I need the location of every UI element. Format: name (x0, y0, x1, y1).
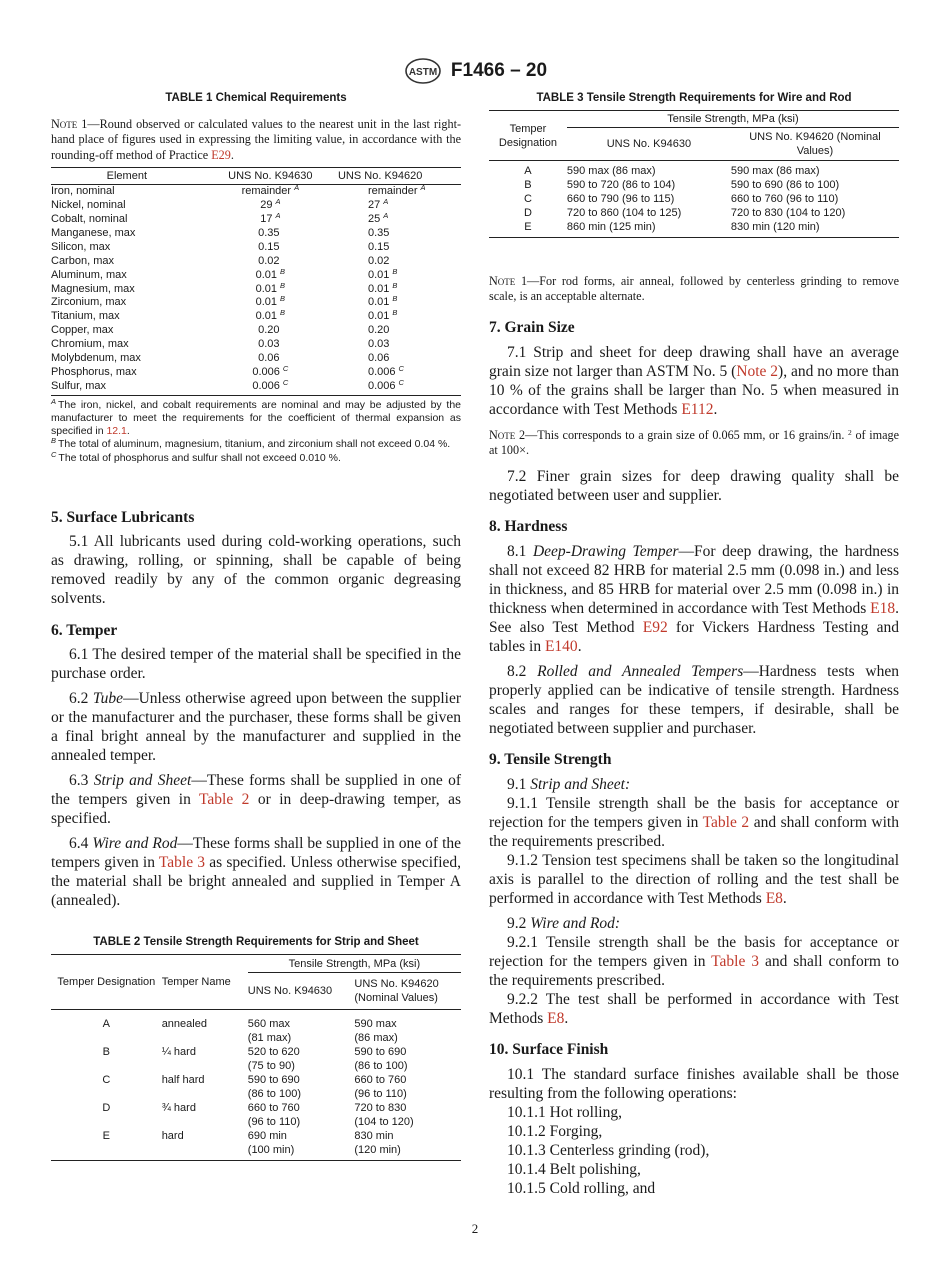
k94620-cell: 0.006 $^C$ (338, 380, 461, 395)
designation-cell: D (523, 207, 532, 219)
table2-header-group: Tensile Strength, MPa (ksi) (248, 954, 461, 972)
temper-name-cell: ¼ hard (161, 1045, 196, 1058)
link-table2[interactable]: Table 2 (199, 790, 250, 808)
link-e112[interactable]: E112 (681, 400, 714, 418)
table2-strip-sheet (51, 954, 461, 1161)
section9-1-1: 9.1.1 Tensile strength shall be the basis for acceptance or rejection for the tempers given in Table 2 and shall conform with the requirements prescribed. (489, 794, 899, 850)
table1-body (51, 185, 461, 396)
k94620-cell: 0.01 $^B$ (367, 266, 398, 281)
link-table3-b[interactable]: Table 3 (711, 952, 760, 970)
link-12-1[interactable]: 12.1 (106, 425, 127, 438)
k94620-cell: 0.20 (367, 324, 390, 337)
section9-2: 9.2 Wire and Rod: (507, 914, 621, 932)
k94620-cell: 0.06 (367, 352, 390, 365)
link-e8-b[interactable]: E8 (547, 1009, 565, 1027)
k94620-cell: 0.15 (367, 240, 390, 253)
element-cell: Zirconium, max (51, 296, 127, 309)
table3-header-k94620: UNS No. K94620 (Nominal Values) (731, 128, 899, 161)
element-cell: Phosphorus, max (51, 366, 137, 378)
link-e8[interactable]: E8 (765, 889, 783, 907)
designation-cell: C (523, 193, 532, 205)
k94630-cell: 0.15 (258, 240, 280, 253)
table3-wire-rod (489, 110, 899, 238)
section10-heading: 10. Surface Finish (489, 1040, 609, 1058)
k94620-cell: 0.02 (367, 254, 390, 267)
element-cell: Cobalt, nominal (51, 213, 128, 226)
k94630-cell: 0.02 (258, 254, 280, 267)
k94630-cell: 0.20 (258, 324, 280, 337)
table2-header-k94630: UNS No. K94630 (248, 972, 355, 1009)
k94620-cell: 0.01 $^B$ (367, 308, 398, 323)
k94620-cell: 27 $^A$ (367, 197, 389, 212)
table-row (51, 1129, 461, 1161)
svg-text:ASTM: ASTM (408, 67, 438, 78)
table1-header-k94630: UNS No. K94630 (203, 168, 338, 185)
table-row (51, 338, 461, 352)
section6-p1: 6.1 The desired temper of the material shall be specified in the purchase order. (51, 645, 461, 682)
table3-note: Note 1—For rod forms, air anneal, followed by centerless grinding to remove scale, is an acceptable alternate. (489, 274, 899, 304)
table-row (489, 206, 899, 220)
table3-body (489, 161, 899, 238)
element-cell: Carbon, max (51, 254, 114, 267)
k94630-cell: 520 to 620 (75 to 90) (247, 1045, 300, 1072)
section6-heading: 6. Temper (51, 621, 118, 639)
list-item: 10.1.3 Centerless grinding (rod), (507, 1141, 710, 1159)
table1-note: Note 1—Round observed or calculated values to the nearest unit in the last right-hand place of figures used in expressing the limiting value, in accordance with the rounding-off method of Practice E29. (51, 117, 462, 162)
left-column (51, 92, 461, 1161)
table1-header-k94620: UNS No. K94620 (338, 168, 461, 185)
k94630-cell: 660 to 790 (96 to 115) (566, 193, 675, 205)
table1-footnote: $^A$ The iron, nickel, and cobalt requirements are nominal and may be adjusted by the manufacturer to meet the requirements for the coefficient of thermal expansion as specified in 12.1. (51, 396, 461, 438)
section7-note2: Note 2—This corresponds to a grain size of 0.065 mm, or 16 grains/in. $^2$ of image at 100×. (489, 427, 900, 458)
link-e140[interactable]: E140 (544, 637, 578, 655)
table1-chemical-requirements (51, 167, 461, 396)
k94620-cell: 590 max (86 max) (730, 165, 820, 177)
k94630-cell: 590 to 690 (86 to 100) (247, 1073, 301, 1100)
section5-heading: 5. Surface Lubricants (51, 508, 195, 526)
temper-name-cell: half hard (161, 1073, 205, 1086)
section10-p1: 10.1 The standard surface finishes available shall be those resulting from the following operations: (489, 1065, 899, 1102)
k94620-cell: 720 to 830 (104 to 120) (730, 207, 846, 219)
element-cell: Molybdenum, max (51, 352, 141, 365)
list-item: 10.1.1 Hot rolling, (507, 1103, 622, 1121)
table2-header-name: Temper Name (162, 954, 248, 1009)
k94620-cell: 0.006 $^C$ (367, 364, 404, 378)
k94620-cell: 590 to 690 (86 to 100) (354, 1045, 408, 1072)
designation-cell: A (102, 1017, 111, 1030)
element-cell: Aluminum, max (51, 268, 127, 281)
designation-cell: B (524, 179, 532, 191)
section6-p2: 6.2 Tube—Unless otherwise agreed upon between the supplier or the manufacturer and the purchaser, these forms shall be given a final bright anneal by the manufacturer and supplied in the annealed temper. (51, 689, 462, 764)
k94620-cell: 0.03 (367, 338, 390, 351)
right-column (489, 92, 899, 1198)
k94630-cell: 860 min (125 min) (566, 221, 656, 233)
link-e29[interactable]: E29 (211, 147, 231, 162)
table2-header-designation: Temper Designation (51, 954, 162, 1009)
table-row (489, 220, 899, 238)
designation-cell: C (102, 1073, 111, 1086)
astm-logo-icon (403, 56, 443, 86)
designation-cell: E (102, 1129, 111, 1142)
k94630-cell: 660 to 760 (96 to 110) (247, 1101, 301, 1128)
table3-header-group: Tensile Strength, MPa (ksi) (567, 111, 899, 128)
list-item: 10.1.4 Belt polishing, (507, 1160, 641, 1178)
designation-cell: D (102, 1101, 111, 1114)
list-item: 10.1.5 Cold rolling, and (507, 1179, 656, 1197)
k94630-cell: 690 min (100 min) (247, 1129, 295, 1156)
k94630-cell: 0.01 $^B$ (255, 308, 286, 323)
k94620-cell: 590 max (86 max) (354, 1017, 398, 1044)
table-row (51, 310, 461, 324)
element-cell: Copper, max (51, 324, 114, 337)
section9-1: 9.1 Strip and Sheet: (507, 775, 631, 793)
link-table2-b[interactable]: Table 2 (702, 813, 750, 831)
designation-cell: B (102, 1045, 111, 1058)
table-row (51, 1073, 461, 1101)
k94620-cell: remainder $^A$ (367, 183, 426, 198)
page-number: 2 (471, 1221, 479, 1236)
section7-p2: 7.2 Finer grain sizes for deep drawing quality shall be negotiated between user and supplier. (489, 467, 899, 504)
document-id: F1466 – 20 (450, 60, 548, 81)
section9-heading: 9. Tensile Strength (489, 750, 612, 768)
k94630-cell: 0.006 $^C$ (252, 364, 289, 378)
table-row (51, 1009, 461, 1045)
table-row (51, 1101, 461, 1129)
k94630-cell: 590 to 720 (86 to 104) (566, 179, 676, 191)
k94620-cell: 830 min (120 min) (354, 1129, 401, 1156)
table2-header-k94620: UNS No. K94620 (Nominal Values) (354, 972, 461, 1009)
table2-body (51, 1009, 461, 1160)
temper-name-cell: hard (161, 1129, 184, 1142)
designation-cell: A (524, 165, 532, 177)
element-cell: Silicon, max (51, 240, 111, 253)
table-row (51, 296, 461, 310)
k94630-cell: 0.01 $^B$ (255, 280, 286, 295)
table1-footnote: $^C$ The total of phosphorus and sulfur shall not exceed 0.010 %. (51, 449, 341, 464)
table-row (51, 269, 461, 283)
table-row (51, 283, 461, 297)
section7-p1: 7.1 Strip and sheet for deep drawing shall have an average grain size not larger than ASTM No. 5 (Note 2), and no more than 10 % of the grains shall be larger than No. 5 when measured in accordance with Test Methods E112. (489, 343, 899, 418)
k94620-cell: 0.01 $^B$ (367, 294, 398, 309)
section6-p3: 6.3 Strip and Sheet—These forms shall be supplied in one of the tempers given in Table 2 or in deep-drawing temper, as specified. (51, 771, 462, 827)
section10-list (489, 1103, 899, 1198)
table1-footnote: $^B$ The total of aluminum, magnesium, titanium, and zirconium shall not exceed 0.04 %. (51, 436, 451, 451)
table-row (51, 380, 461, 395)
section6-p4: 6.4 Wire and Rod—These forms shall be supplied in one of the tempers given in Table 3 as specified. Unless otherwise specified, the material shall be bright annealed and supplied in Temper A (annealed). (51, 834, 462, 909)
temper-name-cell: ¾ hard (161, 1101, 196, 1114)
k94620-cell: 590 to 690 (86 to 100) (730, 179, 840, 191)
section8-p2: 8.2 Rolled and Annealed Tempers—Hardness tests when properly applied can be indicative of tensile strength. Hardness scales and ranges for these tempers, if desirable, shall be negotiated between supplier and purchaser. (489, 662, 900, 737)
k94630-cell: 17 $^A$ (260, 211, 281, 226)
table1-footnotes (51, 396, 461, 465)
link-e18[interactable]: E18 (870, 599, 896, 617)
section8-heading: 8. Hardness (489, 517, 568, 535)
k94630-cell: 590 max (86 max) (566, 165, 656, 177)
section9-2-2: 9.2.2 The test shall be performed in accordance with Test Methods E8. (489, 990, 899, 1027)
k94630-cell: 0.01 $^B$ (255, 266, 286, 281)
table3-header-k94630: UNS No. K94630 (567, 128, 731, 161)
section5-p1: 5.1 All lubricants used during cold-working operations, such as drawing, rolling, or spinning, shall be capable of being removed readily by any of the common organic degreasing solvents. (51, 532, 461, 607)
k94630-cell: 0.006 $^C$ (203, 380, 338, 395)
table1-header-element: Element (51, 168, 203, 185)
link-table3[interactable]: Table 3 (158, 853, 206, 871)
table-row (51, 199, 461, 213)
k94620-cell: 830 min (120 min) (730, 221, 820, 233)
table2-caption: TABLE 2 Tensile Strength Requirements for Strip and Sheet (93, 935, 419, 948)
element-cell: Manganese, max (51, 226, 136, 239)
table3-header-designation: Temper Designation (489, 111, 567, 161)
table-row (51, 324, 461, 338)
table-row (51, 185, 461, 199)
k94620-cell: 0.01 $^B$ (367, 280, 398, 295)
k94620-cell: 25 $^A$ (367, 211, 389, 226)
k94630-cell: remainder $^A$ (241, 183, 300, 198)
designation-cell: E (524, 221, 532, 233)
k94630-cell: 29 $^A$ (260, 197, 281, 212)
k94630-cell: 720 to 860 (104 to 125) (566, 207, 682, 219)
k94620-cell: 660 to 760 (96 to 110) (354, 1073, 407, 1100)
k94630-cell: 0.01 $^B$ (255, 294, 286, 309)
table-row (51, 213, 461, 227)
table3-caption: TABLE 3 Tensile Strength Requirements for Wire and Rod (536, 92, 852, 104)
page-header (0, 56, 950, 86)
table-row (51, 255, 461, 269)
element-cell: Nickel, nominal (51, 199, 126, 212)
table-row (489, 178, 899, 192)
k94620-cell: 0.35 (367, 226, 390, 239)
section9-1-2: 9.1.2 Tension test specimens shall be taken so the longitudinal axis is parallel to the direction of rolling and the test shall be performed in accordance with Test Methods E8. (489, 851, 899, 907)
table-row (489, 161, 899, 179)
k94620-cell: 720 to 830 (104 to 120) (354, 1101, 414, 1128)
element-cell: Iron, nominal (51, 185, 115, 198)
k94630-cell: 0.03 (258, 338, 280, 351)
k94630-cell: 560 max (81 max) (247, 1017, 292, 1044)
k94630-cell: 0.35 (258, 226, 280, 239)
k94620-cell: 660 to 760 (96 to 110) (730, 193, 839, 205)
section9-2-1: 9.2.1 Tensile strength shall be the basis for acceptance or rejection for the tempers given in Table 3 and shall conform to the requirements prescribed. (489, 933, 899, 989)
element-cell: Magnesium, max (51, 282, 135, 295)
table-row (51, 241, 461, 255)
element-cell: Chromium, max (51, 338, 129, 351)
link-e92[interactable]: E92 (642, 618, 668, 636)
section7-heading: 7. Grain Size (489, 318, 575, 336)
list-item: 10.1.2 Forging, (507, 1122, 603, 1140)
link-note2[interactable]: Note 2 (736, 362, 779, 380)
element-cell: Titanium, max (51, 310, 120, 323)
table1-caption: TABLE 1 Chemical Requirements (165, 92, 347, 104)
table-row (51, 1045, 461, 1073)
k94630-cell: 0.06 (258, 352, 280, 365)
table-row (489, 192, 899, 206)
element-cell: Sulfur, max (51, 380, 203, 395)
section8-p1: 8.1 Deep-Drawing Temper—For deep drawing, the hardness shall not exceed 82 HRB for material 2.5 mm (0.098 in.) and less in thickness, and 85 HRB for material over 2.5 mm (0.098 in.) in thickness when determined in accordance with Test Methods E18. See also Test Method E92 for Vickers Hardness Testing and tables in E140. (489, 542, 900, 655)
temper-name-cell: annealed (161, 1017, 207, 1030)
table-row (51, 227, 461, 241)
